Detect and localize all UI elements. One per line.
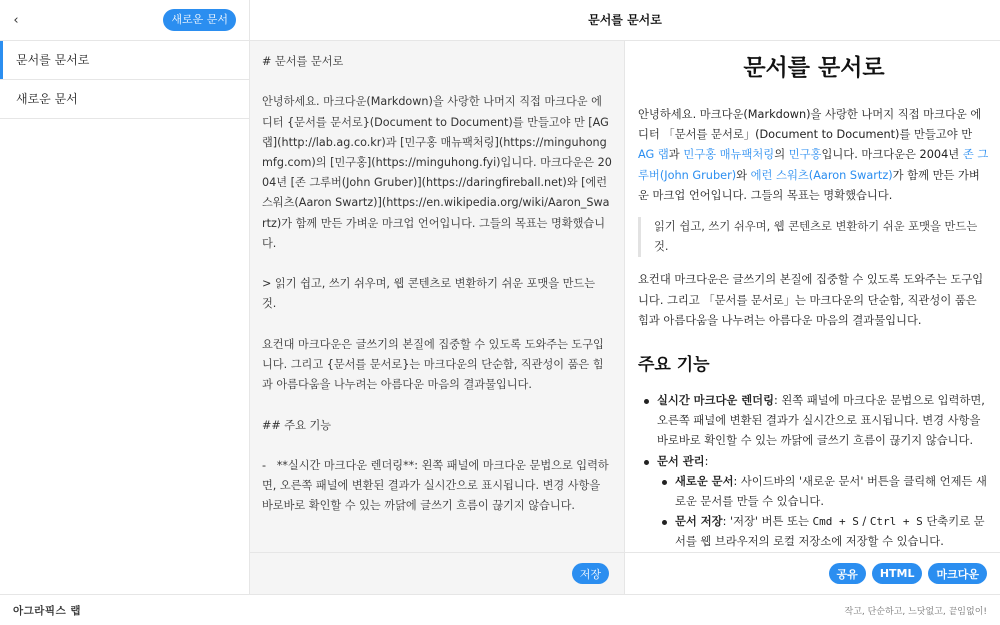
subfeature-name: 새로운 문서 — [675, 474, 734, 488]
feature-sublist — [659, 472, 990, 553]
intro-text: 입니다. 마크다운은 2004년 — [821, 148, 963, 162]
new-document-button[interactable]: 새로운 문서 — [163, 9, 236, 31]
link-ag-lab[interactable]: AG 랩 — [638, 148, 669, 162]
intro-text: 의 — [774, 148, 789, 162]
preview-content — [638, 41, 990, 553]
document-title: 문서를 문서로 — [588, 13, 662, 27]
document-title-bar — [250, 0, 1000, 41]
intro-text: 과 — [668, 148, 684, 162]
export-markdown-button[interactable]: 마크다운 — [928, 563, 987, 584]
chevron-left-icon[interactable]: ‹ — [13, 12, 19, 28]
preview-title: 문서를 문서로 — [743, 55, 885, 81]
app-footer — [0, 594, 1000, 625]
sidebar-header — [0, 0, 249, 41]
share-button[interactable]: 공유 — [829, 563, 866, 584]
link-minguhong-mfg[interactable]: 민구홍 매뉴팩처링 — [683, 148, 775, 162]
brand-logo[interactable]: 아그라픽스 랩 — [13, 605, 82, 617]
preview-pane — [625, 41, 1000, 594]
preview-footer — [625, 552, 1000, 594]
preview-summary-paragraph: 요컨대 마크다운은 글쓰기의 본질에 집중할 수 있도록 도와주는 도구입니다. 그리고 「문서를 문서로」는 마크다운의 단순함, 직관성이 품은 힘과 아름다움을 나누려는 아름다운 마음의 결과물입니다. — [638, 273, 984, 327]
feature-sublist-item — [659, 512, 990, 552]
document-list-item[interactable]: 새로운 문서 — [0, 80, 249, 119]
feature-description: : — [704, 454, 709, 468]
subfeature-name: 문서 저장 — [675, 515, 723, 529]
link-john-gruber[interactable]: 존 그루버(John Gruber) — [638, 148, 989, 182]
feature-list-item — [641, 391, 990, 452]
save-button[interactable]: 저장 — [572, 563, 609, 584]
preview-blockquote: 읽기 쉽고, 쓰기 쉬우며, 웹 콘텐츠로 변환하기 쉬운 포맷을 만드는 것. — [638, 217, 990, 257]
link-aaron-swartz[interactable]: 에런 스워츠(Aaron Swartz) — [750, 168, 893, 182]
sidebar — [0, 0, 250, 594]
shortcut-code: Cmd + S — [812, 515, 859, 529]
feature-sublist-item — [659, 472, 990, 512]
export-button-group — [829, 563, 987, 584]
markdown-editor-pane — [250, 41, 625, 594]
footer-tagline: 작고, 단순하고, 느닷없고, 끝임없이! — [844, 607, 987, 617]
feature-list-item — [641, 452, 990, 553]
shortcut-code: Ctrl + S — [869, 515, 923, 529]
export-html-button[interactable]: HTML — [872, 563, 923, 584]
markdown-editor-textarea[interactable]: # 문서를 문서로 안녕하세요. 마크다운(Markdown)을 사랑한 나머지 직접 마크다운 에디터 {문서를 문서로}(Document to Document)를 만들고야 만 [AG 랩](http://lab.ag.co.kr)과 [민구홍 매뉴팩처링](https://minguhongmfg.com)의 [민구홍](https://minguhong.fyi)입니다. 마크다운은 2004년 [존 그루버(John Gruber)](https://daringfireball.net)와 [에런 스워츠(Aaron Swartz)](https://en.wikipedia.org/wiki/Aaron_Swartz)가 함께 만든 가벼운 마크업 언어입니다. 그들의 목표는 명확했습니다. > 읽기 쉽고, 쓰기 쉬우며, 웹 콘텐츠로 변환하기 쉬운 포맷을 만드는 것. 요컨대 마크다운은 글쓰기의 본질에 집중할 수 있도록 도와주는 도구입니다. 그리고 {문서를 문서로}는 마크다운의 단순함, 직관성이 품은 힘과 아름다움을 나누려는 아름다운 마음의 결과물입니다. ## 주요 기능 - **실시간 마크다운 렌더링**: 왼쪽 패널에 마크다운 문법으로 입력하면, 오른쪽 패널에 변환된 결과가 실시간으로 표시됩니다. 변경 사항을 바로바로 확인할 수 있는 까닭에 글쓰기 흐름이 끊기지 않습니다. — [262, 55, 612, 513]
intro-text: 가 함께 만든 가벼운 마크업 언어입니다. 그들의 목표는 명확했습니다. — [638, 168, 980, 202]
document-list-item-active[interactable]: 문서를 문서로 — [0, 41, 249, 80]
editor-footer — [250, 552, 624, 594]
subfeature-description: : '저장' 버튼 또는 — [722, 515, 813, 529]
intro-text: 와 — [736, 168, 751, 182]
intro-text: 안녕하세요. 마크다운(Markdown)을 사랑한 나머지 직접 마크다운 에디터 「문서를 문서로」(Document to Document)를 만들고야 만 — [638, 108, 982, 142]
feature-name: 실시간 마크다운 렌더링 — [657, 394, 774, 408]
subfeature-description: 단축키로 문서를 웹 브라우저의 로컬 저장소에 저장할 수 있습니다. — [675, 515, 985, 549]
preview-features-heading: 주요 기능 — [638, 355, 710, 376]
preview-intro-paragraph — [638, 105, 990, 206]
link-minguhong[interactable]: 민구홍 — [788, 148, 822, 162]
feature-description: : 왼쪽 패널에 마크다운 문법으로 입력하면, 오른쪽 패널에 변환된 결과가 실시간으로 표시됩니다. 변경 사항을 바로바로 확인할 수 있는 까닭에 글쓰기 흐름이 끊기지 않습니다. — [657, 394, 985, 448]
feature-list — [641, 391, 990, 553]
feature-name: 문서 관리 — [657, 454, 705, 468]
subfeature-description: : 사이드바의 '새로운 문서' 버튼을 클릭해 언제든 새로운 문서를 만들 수 있습니다. — [675, 474, 987, 509]
shortcut-separator: / — [858, 515, 870, 529]
